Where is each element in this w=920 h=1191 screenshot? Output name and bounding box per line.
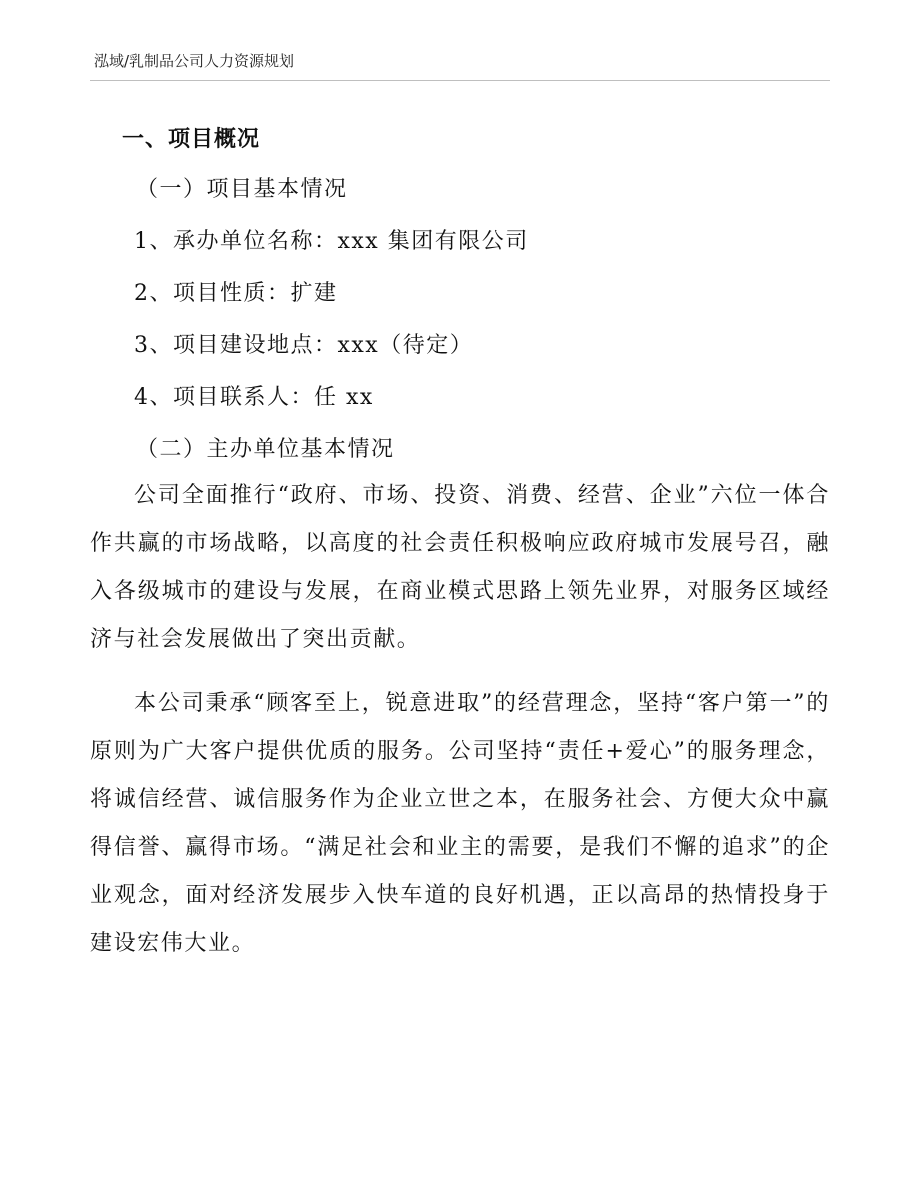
paragraph-strategy: 公司全面推行“政府、市场、投资、消费、经营、企业”六位一体合作共赢的市场战略，以高度的社会责任积极响应政府城市发展号召，融入各级城市的建设与发展，在商业模式思路上领先业界，对服务区域经济与社会发展做出了突出贡献。: [90, 483, 830, 652]
running-header: 泓域/乳制品公司人力资源规划: [94, 52, 295, 70]
subsection-heading-sponsor-info: （二）主办单位基本情况: [136, 437, 395, 462]
header-divider: [90, 80, 830, 81]
subsection-heading-basic-info: （一）项目基本情况: [136, 177, 348, 202]
list-item-project-nature: 2、项目性质：扩建: [134, 281, 338, 306]
paragraph-philosophy: 本公司秉承“顾客至上，锐意进取”的经营理念，坚持“客户第一”的原则为广大客户提供优质的服务。公司坚持“责任+爱心”的服务理念，将诚信经营、诚信服务作为企业立世之本，在服务社会、方便大众中赢得信誉、赢得市场。“满足社会和业主的需要，是我们不懈的追求”的企业观念，面对经济发展步入快车道的良好机遇，正以高昂的热情投身于建设宏伟大业。: [90, 691, 830, 956]
list-item-organizer-name: 1、承办单位名称：xxx 集团有限公司: [134, 229, 529, 254]
section-heading: 一、项目概况: [122, 127, 261, 152]
list-item-project-contact: 4、项目联系人：任 xx: [134, 385, 374, 410]
list-item-project-location: 3、项目建设地点：xxx（待定）: [134, 333, 474, 358]
